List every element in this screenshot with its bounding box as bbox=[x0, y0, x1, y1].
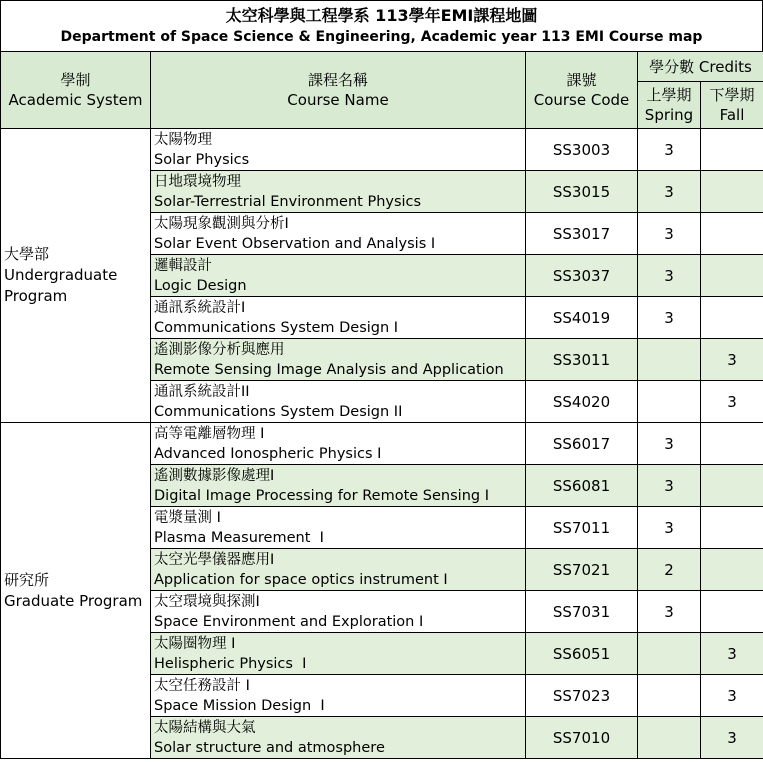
spring-credits-cell: 3 bbox=[638, 297, 701, 339]
program-name-zh: 大學部 bbox=[4, 245, 50, 263]
course-name-en: Communications System Design II bbox=[154, 403, 403, 420]
course-name-zh: 太空環境與探測I bbox=[154, 593, 260, 610]
course-code-cell: SS6017 bbox=[526, 423, 638, 465]
spring-credits-cell bbox=[638, 381, 701, 423]
course-name-cell bbox=[151, 129, 526, 171]
title-block bbox=[0, 0, 763, 51]
spring-credits-cell: 3 bbox=[638, 507, 701, 549]
spring-credits-cell: 3 bbox=[638, 213, 701, 255]
course-name-en: Helispheric Physics I bbox=[154, 655, 307, 672]
course-name-zh: 太陽圈物理 I bbox=[154, 635, 236, 652]
course-code-cell: SS6051 bbox=[526, 633, 638, 675]
program-name-zh: 研究所 bbox=[4, 570, 50, 589]
course-name-en: Solar Event Observation and Analysis I bbox=[154, 235, 436, 252]
course-name-zh: 太空光學儀器應用I bbox=[154, 551, 275, 568]
course-name-en: Solar structure and atmosphere bbox=[154, 739, 385, 756]
course-name-cell bbox=[151, 633, 526, 675]
course-name-en: Space Mission Design I bbox=[154, 697, 325, 714]
course-code-cell: SS6081 bbox=[526, 465, 638, 507]
fall-credits-cell: 3 bbox=[701, 339, 763, 381]
course-name-en: Logic Design bbox=[154, 277, 247, 294]
spring-credits-cell: 3 bbox=[638, 129, 701, 171]
course-name-cell bbox=[151, 591, 526, 633]
header-course-code: 課號 Course Code bbox=[526, 52, 638, 129]
fall-credits-cell: 3 bbox=[701, 675, 763, 717]
title-english: Department of Space Science & Engineering, Academic year 113 EMI Course map bbox=[60, 29, 703, 45]
spring-credits-cell: 3 bbox=[638, 591, 701, 633]
course-name-zh: 遙測影像分析與應用 bbox=[154, 341, 285, 358]
course-name-cell bbox=[151, 507, 526, 549]
spring-credits-cell: 3 bbox=[638, 423, 701, 465]
course-name-zh: 通訊系統設計I bbox=[154, 299, 246, 316]
course-name-cell bbox=[151, 297, 526, 339]
fall-credits-cell bbox=[701, 171, 763, 213]
spring-credits-cell: 3 bbox=[638, 255, 701, 297]
table-row bbox=[1, 129, 763, 171]
course-name-en: Solar Physics bbox=[154, 151, 250, 168]
fall-credits-cell bbox=[701, 129, 763, 171]
course-code-cell: SS3037 bbox=[526, 255, 638, 297]
course-code-cell: SS7011 bbox=[526, 507, 638, 549]
course-name-en: Digital Image Processing for Remote Sensing I bbox=[154, 487, 489, 504]
spring-credits-cell: 2 bbox=[638, 549, 701, 591]
spring-credits-cell bbox=[638, 675, 701, 717]
fall-credits-cell bbox=[701, 507, 763, 549]
course-name-en: Space Environment and Exploration I bbox=[154, 613, 424, 630]
course-name-cell bbox=[151, 255, 526, 297]
course-name-cell bbox=[151, 171, 526, 213]
title-chinese: 太空科學與工程學系 113學年EMI課程地圖 bbox=[225, 6, 538, 25]
fall-credits-cell bbox=[701, 255, 763, 297]
header-spring: 上學期 Spring bbox=[638, 82, 701, 129]
program-cell bbox=[1, 129, 151, 423]
fall-credits-cell bbox=[701, 213, 763, 255]
course-name-en: Application for space optics instrument I bbox=[154, 571, 448, 588]
course-name-cell bbox=[151, 423, 526, 465]
spring-credits-cell bbox=[638, 633, 701, 675]
course-code-cell: SS7031 bbox=[526, 591, 638, 633]
program-name-en: Graduate Program bbox=[4, 591, 143, 610]
course-name-cell bbox=[151, 465, 526, 507]
header-fall: 下學期 Fall bbox=[701, 82, 763, 129]
spring-credits-cell: 3 bbox=[638, 171, 701, 213]
course-name-zh: 邏輯設計 bbox=[154, 257, 212, 274]
spring-credits-cell bbox=[638, 717, 701, 759]
program-cell bbox=[1, 423, 151, 759]
course-name-cell bbox=[151, 717, 526, 759]
course-code-cell: SS7023 bbox=[526, 675, 638, 717]
course-code-cell: SS3017 bbox=[526, 213, 638, 255]
fall-credits-cell bbox=[701, 591, 763, 633]
course-name-en: Solar-Terrestrial Environment Physics bbox=[154, 193, 422, 210]
course-name-cell bbox=[151, 549, 526, 591]
fall-credits-cell: 3 bbox=[701, 381, 763, 423]
header-credits: 學分數 Credits bbox=[638, 52, 763, 82]
course-name-cell bbox=[151, 339, 526, 381]
course-name-zh: 遙測數據影像處理I bbox=[154, 467, 275, 484]
course-name-cell bbox=[151, 213, 526, 255]
course-name-en: Communications System Design I bbox=[154, 319, 399, 336]
fall-credits-cell bbox=[701, 549, 763, 591]
course-code-cell: SS3003 bbox=[526, 129, 638, 171]
fall-credits-cell bbox=[701, 423, 763, 465]
course-code-cell: SS4019 bbox=[526, 297, 638, 339]
course-code-cell: SS3011 bbox=[526, 339, 638, 381]
header-academic-system: 學制 Academic System bbox=[1, 52, 151, 129]
course-name-cell bbox=[151, 381, 526, 423]
fall-credits-cell: 3 bbox=[701, 717, 763, 759]
fall-credits-cell bbox=[701, 465, 763, 507]
course-name-zh: 太陽現象觀測與分析I bbox=[154, 215, 289, 232]
course-code-cell: SS7010 bbox=[526, 717, 638, 759]
course-name-en: Plasma Measurement I bbox=[154, 529, 324, 546]
spring-credits-cell bbox=[638, 339, 701, 381]
course-name-en: Remote Sensing Image Analysis and Application bbox=[154, 361, 504, 378]
program-name-en: Undergraduate Program bbox=[4, 266, 118, 305]
course-name-en: Advanced Ionospheric Physics I bbox=[154, 445, 382, 462]
course-name-zh: 日地環境物理 bbox=[154, 173, 241, 190]
fall-credits-cell bbox=[701, 297, 763, 339]
course-name-zh: 太陽結構與大氣 bbox=[154, 719, 256, 736]
table-row bbox=[1, 423, 763, 465]
fall-credits-cell: 3 bbox=[701, 633, 763, 675]
course-name-zh: 通訊系統設計II bbox=[154, 383, 250, 400]
course-table-body bbox=[1, 129, 763, 759]
spring-credits-cell: 3 bbox=[638, 465, 701, 507]
course-code-cell: SS3015 bbox=[526, 171, 638, 213]
course-name-cell bbox=[151, 675, 526, 717]
course-name-zh: 太陽物理 bbox=[154, 131, 212, 148]
course-code-cell: SS7021 bbox=[526, 549, 638, 591]
course-name-zh: 高等電離層物理 I bbox=[154, 425, 265, 442]
course-name-zh: 電漿量測 I bbox=[154, 509, 221, 526]
course-code-cell: SS4020 bbox=[526, 381, 638, 423]
course-name-zh: 太空任務設計 I bbox=[154, 677, 250, 694]
course-map-table bbox=[0, 51, 763, 759]
header-course-name: 課程名稱 Course Name bbox=[151, 52, 526, 129]
